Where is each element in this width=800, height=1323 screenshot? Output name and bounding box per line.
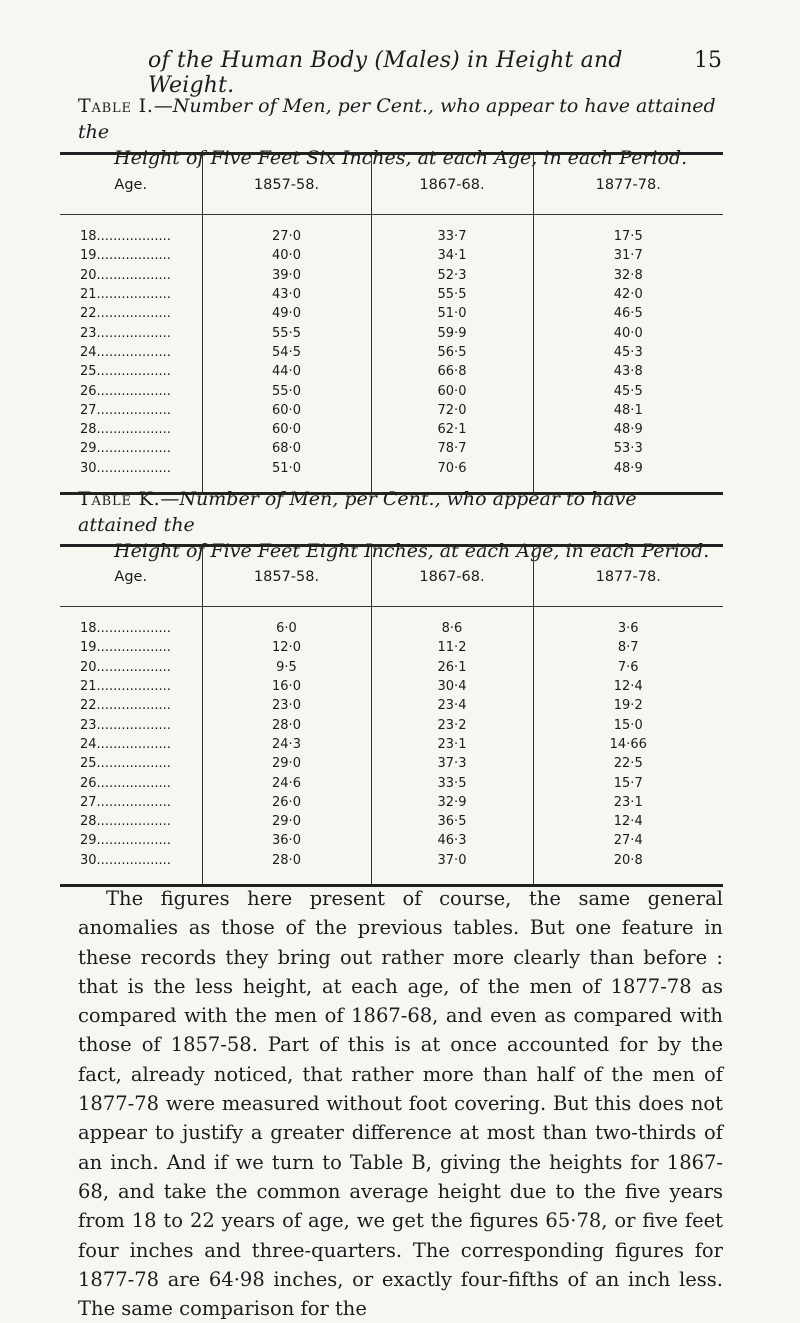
- value-cell: 43·0: [202, 285, 371, 304]
- value-cell: 78·7: [371, 439, 533, 458]
- column-header: 1877-78.: [533, 547, 723, 607]
- value-cell: 26·0: [202, 793, 371, 812]
- table-row: [60, 266, 723, 285]
- value-cell: 33·7: [371, 215, 533, 247]
- value-cell: 12·4: [533, 812, 723, 831]
- body-paragraph: The figures here present of course, the same general anomalies as those of the previous tables. But one feature in these records they bring out rather more clearly than before : that is the less height, at each age, of the men of 1877-78 as compared with the men of 1867-68, and even as compared with those of 1857-58. Part of this is at once accounted for by the fact, already noticed, that rather more than half of the men of 1877-78 were measured without foot covering. But this does not appear to justify a greater difference at most than two-thirds of an inch. And if we turn to Table B, giving the heights for 1867-68, and take the common average height due to the five years from 18 to 22 years of age, we get the figures 65·78, or five feet four inches and three-quarters. The corresponding figures for 1877-78 are 64·98 inches, or exactly four-fifths of an inch less. The same comparison for the: [78, 887, 723, 1321]
- table-k-caption-line2: Height of Five Feet Eight Inches, at each Age, in each Period.: [114, 540, 710, 562]
- value-cell: 24·3: [202, 735, 371, 754]
- table-row: [60, 715, 723, 734]
- value-cell: 44·0: [202, 362, 371, 381]
- column-header: 1857-58.: [202, 155, 371, 215]
- value-cell: 39·0: [202, 266, 371, 285]
- table-row: [60, 323, 723, 342]
- value-cell: 12·4: [533, 677, 723, 696]
- column-header: 1877-78.: [533, 155, 723, 215]
- value-cell: 45·5: [533, 381, 723, 400]
- value-cell: 68·0: [202, 439, 371, 458]
- value-cell: 45·3: [533, 343, 723, 362]
- value-cell: 33·5: [371, 773, 533, 792]
- age-cell: 21..................: [80, 287, 171, 303]
- age-cell: 30..................: [80, 460, 171, 476]
- age-cell: 27..................: [80, 402, 171, 418]
- table-row: [60, 362, 723, 381]
- age-cell: 26..................: [80, 383, 171, 399]
- table-i: [60, 152, 723, 495]
- table-row: [60, 793, 723, 812]
- age-cell: 22..................: [80, 306, 171, 322]
- value-cell: 56·5: [371, 343, 533, 362]
- age-cell: 19..................: [80, 640, 171, 656]
- column-header: Age.: [60, 155, 202, 215]
- table-row: [60, 304, 723, 323]
- age-cell: 23..................: [80, 717, 171, 733]
- value-cell: 42·0: [533, 285, 723, 304]
- value-cell: 36·5: [371, 812, 533, 831]
- value-cell: 15·7: [533, 773, 723, 792]
- value-cell: 3·6: [533, 607, 723, 639]
- table-row: [60, 439, 723, 458]
- value-cell: 27·4: [533, 831, 723, 850]
- age-cell: 21..................: [80, 679, 171, 695]
- table-row: [60, 246, 723, 265]
- value-cell: 60·0: [202, 420, 371, 439]
- value-cell: 30·4: [371, 677, 533, 696]
- value-cell: 60·0: [202, 401, 371, 420]
- age-cell: 27..................: [80, 794, 171, 810]
- value-cell: 28·0: [202, 715, 371, 734]
- table-k-label: Table K.: [78, 488, 161, 510]
- age-cell: 20..................: [80, 659, 171, 675]
- value-cell: 12·0: [202, 638, 371, 657]
- value-cell: 62·1: [371, 420, 533, 439]
- value-cell: 16·0: [202, 677, 371, 696]
- value-cell: 48·9: [533, 420, 723, 439]
- age-cell: 22..................: [80, 698, 171, 714]
- table-row: [60, 754, 723, 773]
- value-cell: 51·0: [371, 304, 533, 323]
- value-cell: 26·1: [371, 658, 533, 677]
- table-row: [60, 607, 723, 639]
- table-row: [60, 851, 723, 884]
- value-cell: 22·5: [533, 754, 723, 773]
- table-k-grid: [60, 547, 723, 884]
- value-cell: 15·0: [533, 715, 723, 734]
- age-cell: 24..................: [80, 736, 171, 752]
- table-i-header-row: [60, 155, 723, 215]
- table-row: [60, 696, 723, 715]
- age-cell: 19..................: [80, 248, 171, 264]
- value-cell: 23·1: [533, 793, 723, 812]
- table-row: [60, 831, 723, 850]
- value-cell: 70·6: [371, 459, 533, 492]
- value-cell: 48·1: [533, 401, 723, 420]
- table-i-caption-line2: Height of Five Feet Six Inches, at each Age, in each Period.: [114, 147, 688, 169]
- table-row: [60, 285, 723, 304]
- value-cell: 9·5: [202, 658, 371, 677]
- value-cell: 14·66: [533, 735, 723, 754]
- table-i-grid: [60, 155, 723, 492]
- value-cell: 32·8: [533, 266, 723, 285]
- value-cell: 19·2: [533, 696, 723, 715]
- value-cell: 55·5: [202, 323, 371, 342]
- value-cell: 46·3: [371, 831, 533, 850]
- table-k: [60, 544, 723, 887]
- value-cell: 28·0: [202, 851, 371, 884]
- table-row: [60, 658, 723, 677]
- value-cell: 49·0: [202, 304, 371, 323]
- value-cell: 43·8: [533, 362, 723, 381]
- age-cell: 18..................: [80, 621, 171, 637]
- table-row: [60, 343, 723, 362]
- value-cell: 52·3: [371, 266, 533, 285]
- column-header: 1867-68.: [371, 547, 533, 607]
- table-row: [60, 735, 723, 754]
- value-cell: 23·1: [371, 735, 533, 754]
- value-cell: 54·5: [202, 343, 371, 362]
- value-cell: 27·0: [202, 215, 371, 247]
- value-cell: 48·9: [533, 459, 723, 492]
- value-cell: 7·6: [533, 658, 723, 677]
- value-cell: 24·6: [202, 773, 371, 792]
- value-cell: 51·0: [202, 459, 371, 492]
- value-cell: 31·7: [533, 246, 723, 265]
- age-cell: 28..................: [80, 814, 171, 830]
- table-row: [60, 812, 723, 831]
- body-text: [78, 884, 723, 1323]
- table-row: [60, 420, 723, 439]
- column-header: 1867-68.: [371, 155, 533, 215]
- table-i-label: Table I.: [78, 95, 154, 117]
- age-cell: 24..................: [80, 344, 171, 360]
- value-cell: 66·8: [371, 362, 533, 381]
- value-cell: 11·2: [371, 638, 533, 657]
- column-header: Age.: [60, 547, 202, 607]
- value-cell: 40·0: [533, 323, 723, 342]
- table-k-body: [60, 607, 723, 884]
- value-cell: 60·0: [371, 381, 533, 400]
- age-cell: 20..................: [80, 267, 171, 283]
- value-cell: 23·0: [202, 696, 371, 715]
- value-cell: 55·0: [202, 381, 371, 400]
- value-cell: 23·2: [371, 715, 533, 734]
- value-cell: 72·0: [371, 401, 533, 420]
- value-cell: 32·9: [371, 793, 533, 812]
- value-cell: 59·9: [371, 323, 533, 342]
- value-cell: 53·3: [533, 439, 723, 458]
- table-k-caption-line1: —Number of Men, per Cent., who appear to have attained the: [78, 488, 637, 536]
- age-cell: 29..................: [80, 441, 171, 457]
- column-header: 1857-58.: [202, 547, 371, 607]
- table-k-header-row: [60, 547, 723, 607]
- running-head: of the Human Body (Males) in Height and Weight.: [148, 48, 623, 98]
- age-cell: 23..................: [80, 325, 171, 341]
- value-cell: 29·0: [202, 812, 371, 831]
- table-row: [60, 638, 723, 657]
- age-cell: 28..................: [80, 422, 171, 438]
- table-i-caption-line1: —Number of Men, per Cent., who appear to have attained the: [78, 95, 716, 143]
- table-row: [60, 677, 723, 696]
- page-number: 15: [694, 48, 722, 73]
- value-cell: 29·0: [202, 754, 371, 773]
- value-cell: 6·0: [202, 607, 371, 639]
- value-cell: 8·6: [371, 607, 533, 639]
- table-row: [60, 215, 723, 247]
- age-cell: 29..................: [80, 833, 171, 849]
- table-row: [60, 773, 723, 792]
- value-cell: 17·5: [533, 215, 723, 247]
- value-cell: 37·3: [371, 754, 533, 773]
- age-cell: 25..................: [80, 364, 171, 380]
- value-cell: 8·7: [533, 638, 723, 657]
- age-cell: 18..................: [80, 229, 171, 245]
- age-cell: 30..................: [80, 852, 171, 868]
- table-row: [60, 401, 723, 420]
- value-cell: 55·5: [371, 285, 533, 304]
- value-cell: 46·5: [533, 304, 723, 323]
- table-row: [60, 381, 723, 400]
- age-cell: 26..................: [80, 775, 171, 791]
- value-cell: 37·0: [371, 851, 533, 884]
- value-cell: 20·8: [533, 851, 723, 884]
- value-cell: 36·0: [202, 831, 371, 850]
- value-cell: 23·4: [371, 696, 533, 715]
- value-cell: 40·0: [202, 246, 371, 265]
- table-i-body: [60, 215, 723, 492]
- value-cell: 34·1: [371, 246, 533, 265]
- age-cell: 25..................: [80, 756, 171, 772]
